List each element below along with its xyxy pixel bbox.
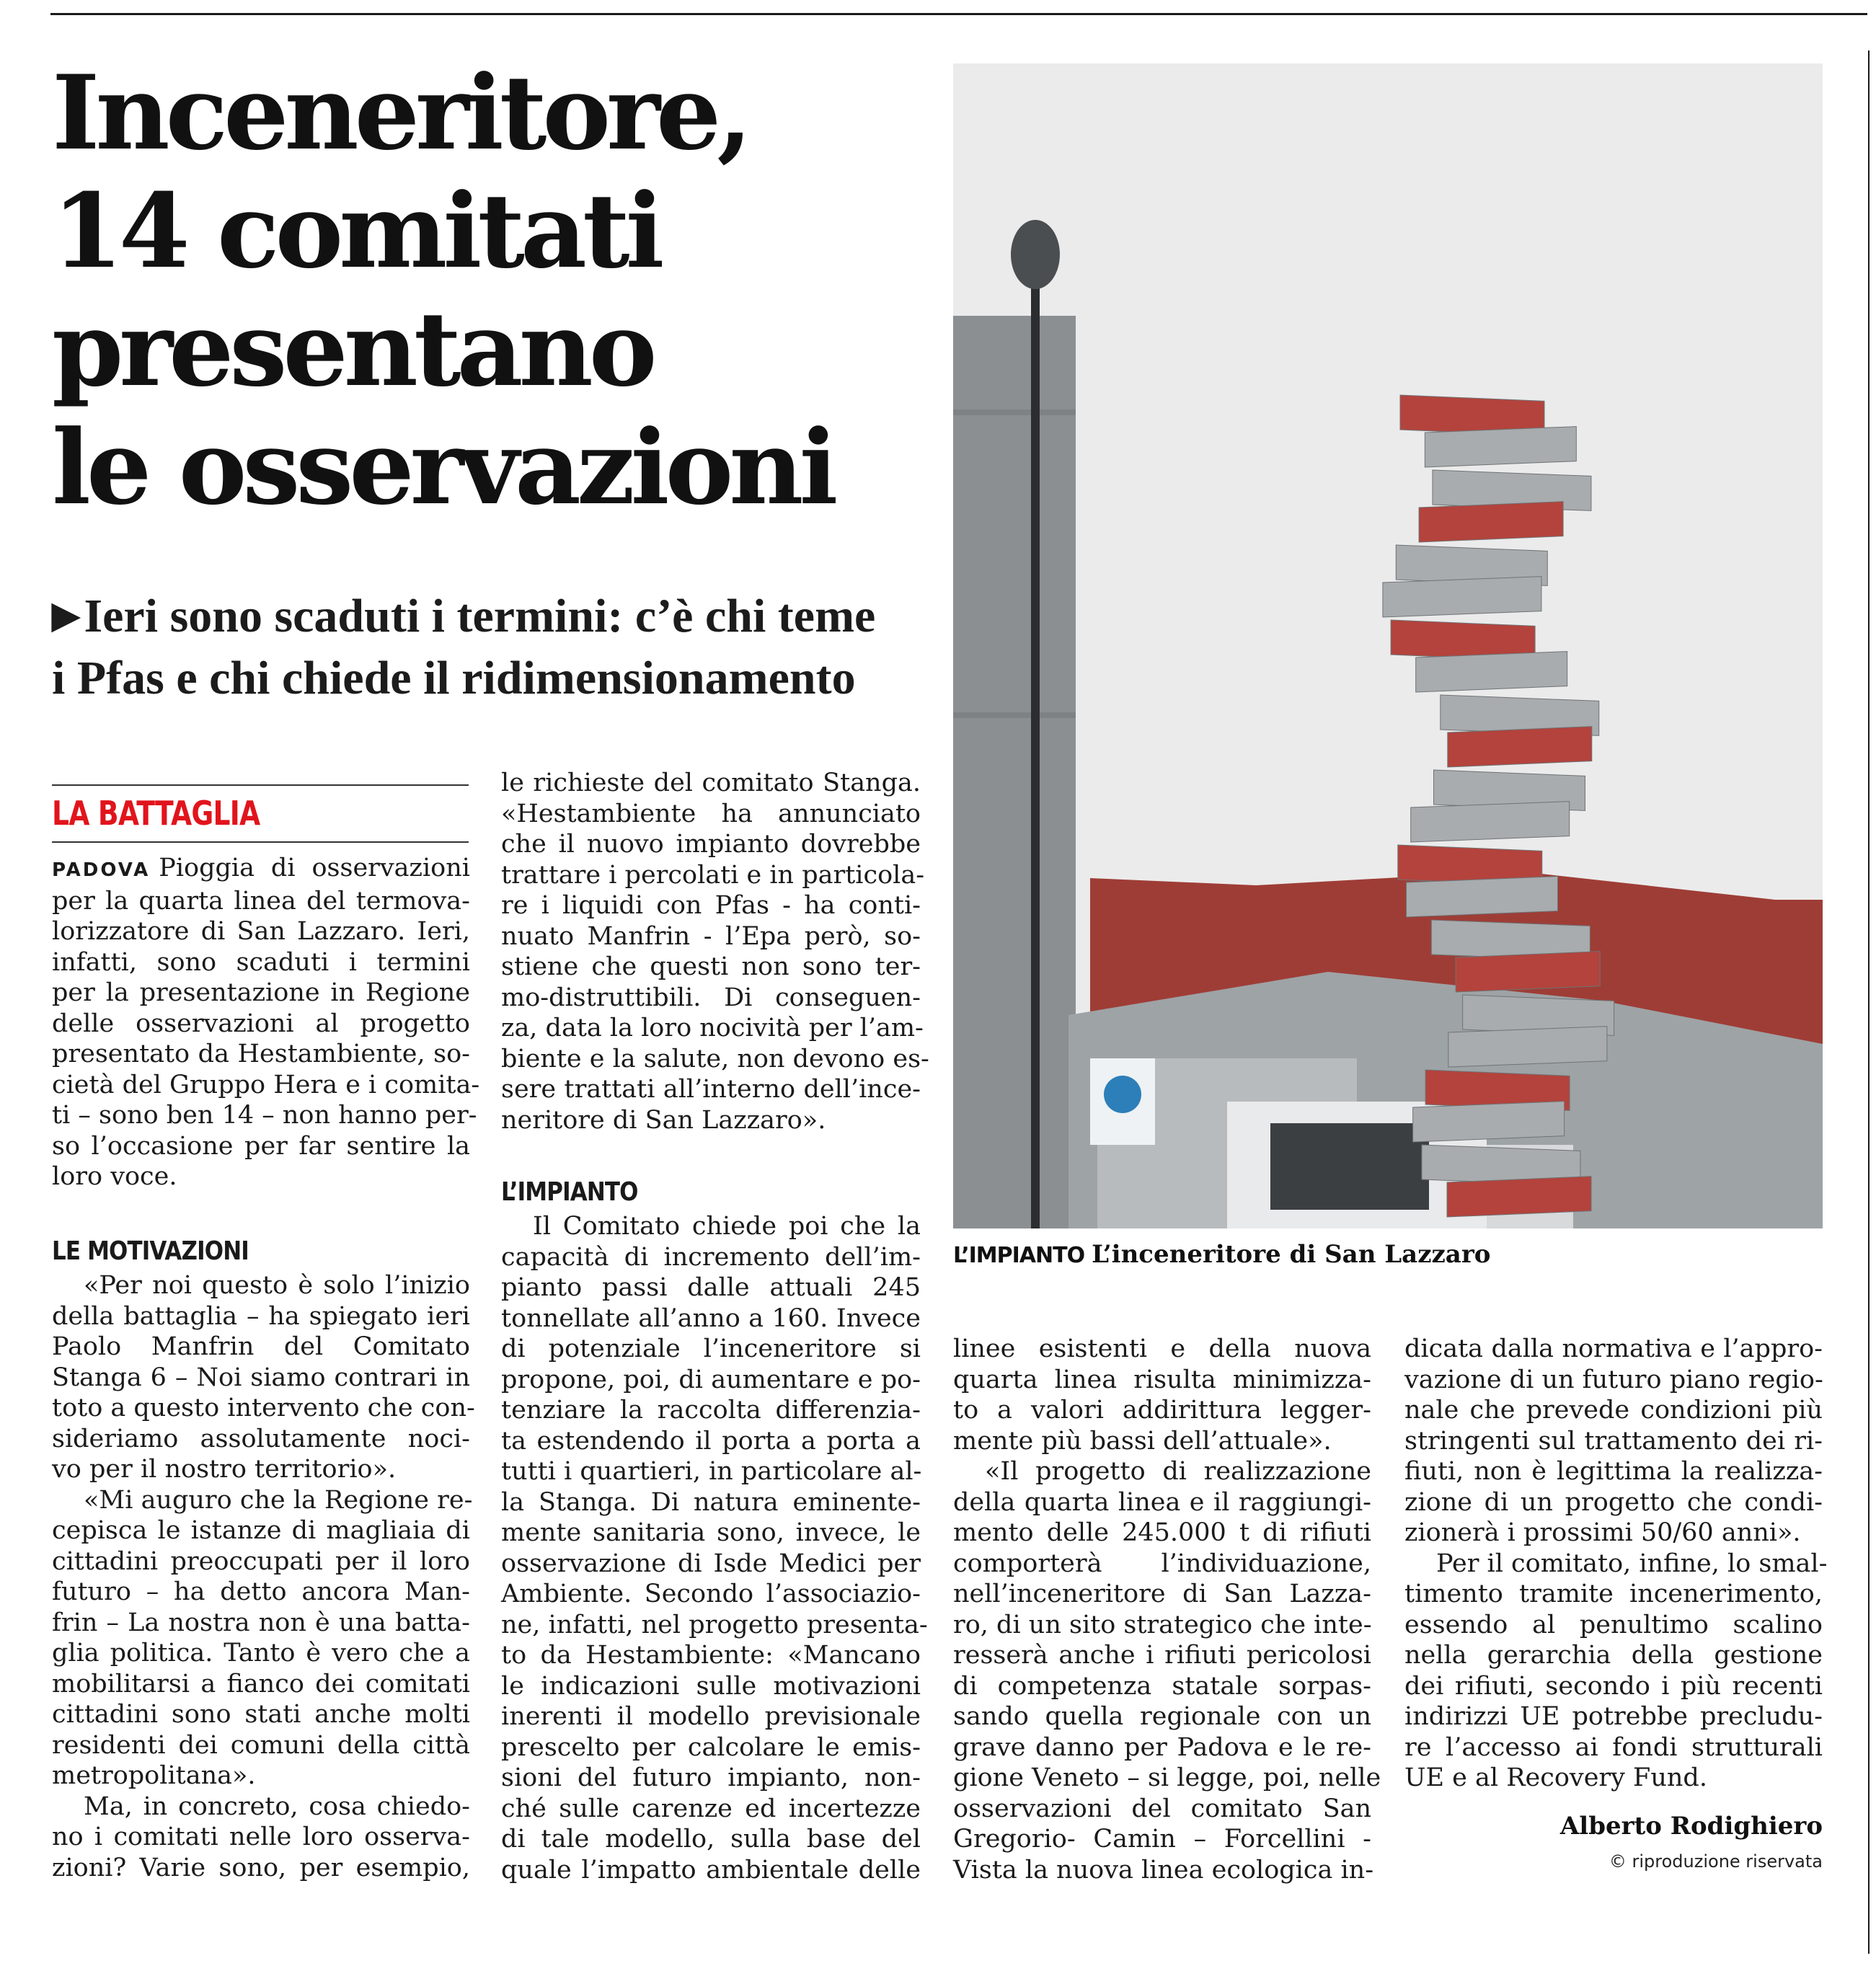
article-column-1-continued: [52, 1227, 475, 1883]
paragraph: [52, 853, 480, 1192]
text-line: per la presentazione in Regione: [52, 978, 470, 1007]
text-line: zionerà i prossimi 50/60 anni».: [1404, 1518, 1801, 1547]
text-line: grave danno per Padova e le re-: [953, 1732, 1371, 1762]
headline-line: le osservazioni: [52, 408, 834, 528]
text-line: sideriamo assolutamente noci-: [52, 1424, 470, 1453]
text-line: tutti i quartieri, in particolare al-: [501, 1457, 922, 1486]
text-line: tonnellate all’anno a 160. Invece: [501, 1303, 921, 1333]
photo-incinerator: [953, 63, 1823, 1228]
tower-slab: [1448, 727, 1592, 767]
text-line: «Il progetto di realizzazione: [985, 1457, 1371, 1486]
top-rule: [50, 13, 1867, 15]
text-line: ché sulle carenze ed incertezze: [501, 1794, 921, 1823]
text-line: cepisca le istanze di magliaia di: [52, 1516, 470, 1545]
text-line: nale che prevede condizioni più: [1404, 1396, 1823, 1425]
text-line: propone, poi, di aumentare e po-: [501, 1365, 921, 1394]
text-line: Ma, in concreto, cosa chiedo-: [84, 1792, 470, 1821]
text-line: comporterà l’individuazione,: [953, 1549, 1371, 1578]
text-line: Ambiente. Secondo l’associazio-: [501, 1580, 921, 1608]
subhead-text: Ieri sono scaduti i termini: c’è chi teme: [84, 590, 876, 642]
photo-caption: [953, 1240, 1490, 1269]
text-line: pianto passi dalle attuali 245: [501, 1273, 921, 1302]
paragraph: [501, 768, 929, 1135]
byline: Alberto Rodighiero: [1559, 1812, 1823, 1841]
text-line: mente più bassi dell’attuale».: [953, 1426, 1332, 1456]
text-line: loro voce.: [52, 1162, 177, 1191]
text-line: cittadini preoccupati per il loro: [52, 1546, 470, 1576]
text-line: residenti dei comuni della città: [52, 1730, 470, 1760]
text-line: quale l’impatto ambientale delle: [501, 1855, 921, 1885]
text-line: ti – sono ben 14 – non hanno per-: [52, 1101, 477, 1130]
text-line: di competenza statale sorpas-: [953, 1671, 1371, 1701]
text-line: mento delle 245.000 t di rifiuti: [953, 1518, 1371, 1547]
text-line: osservazioni del comitato San: [953, 1794, 1371, 1823]
text-line: no i comitati nelle loro osserva-: [52, 1823, 470, 1851]
kicker-rule-bottom: [52, 841, 469, 843]
headline-line: presentano: [52, 290, 653, 409]
text-line: re l’accesso ai fondi strutturali: [1404, 1732, 1823, 1762]
headline: [52, 54, 939, 527]
text-line: quarta linea risulta minimizza-: [953, 1365, 1371, 1394]
text-line: to a valori addirittura legger-: [953, 1396, 1371, 1425]
subhead-line: [52, 584, 939, 647]
paragraph: [953, 1334, 1371, 1456]
text-line: Il Comitato chiede poi che la: [533, 1212, 921, 1241]
section-heading-motivazioni: LE MOTIVAZIONI: [52, 1236, 249, 1266]
text-line: resserà anche i rifiuti pericolosi: [953, 1641, 1371, 1670]
text-line: delle osservazioni al progetto: [52, 1009, 470, 1038]
tower-slab: [1411, 802, 1570, 842]
text-line: timento tramite incenerimento,: [1404, 1580, 1823, 1608]
text-line: zione di un progetto che condi-: [1404, 1487, 1823, 1517]
text-line: infatti, sono scaduti i termini: [52, 947, 470, 977]
text-line: le indicazioni sulle motivazioni: [501, 1671, 921, 1701]
copyright-notice: © riproduzione riservata: [1609, 1851, 1823, 1872]
text-line: zioni? Varie sono, per esempio,: [52, 1853, 470, 1882]
text-line: sando quella regionale con un: [953, 1702, 1371, 1731]
text-line: metropolitana».: [52, 1761, 256, 1790]
caption-text: L’inceneritore di San Lazzaro: [1092, 1240, 1491, 1269]
text-line: nella gerarchia della gestione: [1404, 1641, 1823, 1670]
text-line: di potenziale l’inceneritore si: [501, 1334, 921, 1363]
text-line: cittadini sono stati anche molti: [52, 1700, 470, 1729]
paragraph: [52, 1792, 470, 1884]
paragraph: [953, 1456, 1381, 1885]
text-line: «Per noi questo è solo l’inizio: [84, 1271, 470, 1300]
section-heading-impianto: L’IMPIANTO: [501, 1177, 638, 1207]
building-wall: [953, 316, 1076, 1228]
text-line: dei rifiuti, secondo i più recenti: [1404, 1671, 1823, 1701]
text-line: neritore di San Lazzaro».: [501, 1105, 826, 1135]
subheadline: [52, 584, 939, 709]
kicker-rule-top: [52, 784, 469, 786]
text-line: inerenti il modello previsionale: [501, 1702, 921, 1731]
street-lamp-icon: [1011, 220, 1060, 289]
text-line: stringenti sul trattamento dei ri-: [1404, 1426, 1823, 1456]
text-line: la Stanga. Di natura eminente-: [501, 1487, 921, 1517]
text-line: sere trattati all’interno dell’ince-: [501, 1075, 921, 1104]
article-column-4: [1404, 1334, 1828, 1794]
tower-slab: [1416, 652, 1567, 692]
incinerator-illustration: [953, 63, 1823, 1228]
text-line: dicata dalla normativa e l’appro-: [1404, 1334, 1823, 1363]
article-column-3: [953, 1334, 1381, 1885]
tower-slab: [1448, 1027, 1607, 1067]
text-line: le richieste del comitato Stanga.: [501, 769, 921, 797]
headline-line: Inceneritore,: [52, 53, 748, 173]
text-line: di tale modello, sulla base del: [501, 1825, 921, 1854]
text-line: vo per il nostro territorio».: [52, 1455, 397, 1484]
text-line: futuro – ha detto ancora Man-: [52, 1577, 470, 1606]
text-line: indirizzi UE potrebbe precludu-: [1404, 1702, 1823, 1731]
paragraph: [1404, 1549, 1828, 1794]
triangle-marker-icon: ▶: [52, 595, 80, 635]
text-line: trattare i percolati e in particola-: [501, 860, 925, 890]
text-line: nuato Manfrin - l’Epa però, so-: [501, 921, 921, 951]
text-line: toto a questo intervento che con-: [52, 1394, 475, 1422]
text-line: lorizzatore di San Lazzaro. Ieri,: [52, 917, 470, 946]
section-kicker: LA BATTAGLIA: [52, 794, 260, 833]
tower-slab: [1456, 952, 1600, 992]
wall-band: [953, 409, 1076, 415]
paragraph: [501, 1211, 928, 1885]
text-line: capacità di incremento dell’im-: [501, 1242, 921, 1272]
text-line: essendo al penultimo scalino: [1404, 1610, 1823, 1639]
tower-slab: [1383, 577, 1541, 617]
text-line: za, data la loro nocività per l’am-: [501, 1014, 924, 1042]
text-line: «Hestambiente ha annunciato: [501, 799, 921, 828]
text-line: ro, di un sito strategico che inte-: [953, 1610, 1372, 1639]
article-column-1: [52, 853, 480, 1192]
text-line: so l’occasione per far sentire la: [52, 1131, 470, 1161]
article-column-2: [501, 768, 929, 1135]
text-line: vazione di un futuro piano regio-: [1404, 1365, 1823, 1394]
logo-mark-icon: [1104, 1076, 1141, 1113]
text-line: gione Veneto – si legge, poi, nelle: [953, 1763, 1381, 1792]
text-line: Stanga 6 – Noi siamo contrari in: [52, 1363, 470, 1392]
article-column-2-continued: [501, 1168, 928, 1885]
text-line: [52, 853, 470, 886]
text-line: linee esistenti e della nuova: [953, 1334, 1371, 1363]
text-line: per la quarta linea del termova-: [52, 886, 470, 916]
text-line: biente e la salute, non devono es-: [501, 1044, 929, 1073]
text-line: frin – La nostra non è una batta-: [52, 1608, 470, 1637]
wall-band: [953, 712, 1076, 718]
lamp-pole: [1031, 280, 1040, 1228]
tower-slab: [1425, 427, 1576, 467]
text-line: presentato da Hestambiente, so-: [52, 1040, 470, 1068]
subhead-line: i Pfas e chi chiede il ridimensionamento: [52, 652, 856, 704]
text-line: sioni del futuro impianto, non-: [501, 1763, 921, 1792]
text-line: Gregorio- Camin – Forcellini -: [953, 1825, 1371, 1854]
text-line: Pioggia di osservazioni: [159, 854, 470, 882]
tower-slab: [1413, 1102, 1565, 1142]
paragraph: [1404, 1334, 1823, 1549]
paragraph: [52, 1485, 473, 1792]
dateline: PADOVA: [52, 859, 151, 881]
truck-windshield: [1270, 1123, 1429, 1210]
text-line: prescelto per calcolare le emis-: [501, 1732, 921, 1762]
headline-line: 14 comitati: [52, 172, 660, 291]
text-line: mobilitarsi a fianco dei comitati: [52, 1669, 470, 1699]
text-line: cietà del Gruppo Hera e i comita-: [52, 1070, 480, 1099]
text-line: Paolo Manfrin del Comitato: [52, 1332, 470, 1361]
text-line: della quarta linea e il raggiungi-: [953, 1487, 1371, 1517]
tower-slab: [1419, 502, 1563, 542]
text-line: tenziare la raccolta differenzia-: [501, 1396, 921, 1425]
paragraph: [52, 1270, 475, 1485]
text-line: glia politica. Tanto è vero che a: [52, 1639, 470, 1668]
text-line: «Mi auguro che la Regione re-: [84, 1485, 473, 1515]
text-line: ta estendendo il porta a porta a: [501, 1426, 921, 1456]
text-line: UE e al Recovery Fund.: [1404, 1763, 1707, 1792]
text-line: Vista la nuova linea ecologica in-: [953, 1855, 1374, 1885]
text-line: Per il comitato, infine, lo smal-: [1436, 1549, 1828, 1578]
text-line: della battaglia – ha spiegato ieri: [52, 1301, 470, 1331]
text-line: ne, infatti, nel progetto presenta-: [501, 1610, 928, 1639]
text-line: che il nuovo impianto dovrebbe: [501, 830, 921, 859]
text-line: fiuti, non è legittima la realizza-: [1404, 1457, 1823, 1486]
text-line: osservazione di Isde Medici per: [501, 1549, 921, 1578]
right-rule: [1868, 50, 1870, 1954]
text-line: mente sanitaria sono, invece, le: [501, 1518, 921, 1547]
text-line: nell’inceneritore di San Lazza-: [953, 1580, 1371, 1608]
text-line: mo-distruttibili. Di conseguen-: [501, 983, 921, 1012]
text-line: to da Hestambiente: «Mancano: [501, 1641, 921, 1670]
tower-slab: [1447, 1177, 1591, 1217]
text-line: re i liquidi con Pfas - ha conti-: [501, 891, 921, 920]
tower-slab: [1407, 877, 1558, 917]
text-line: stiene che questi non sono ter-: [501, 952, 921, 981]
caption-kicker: L’IMPIANTO: [953, 1243, 1085, 1268]
